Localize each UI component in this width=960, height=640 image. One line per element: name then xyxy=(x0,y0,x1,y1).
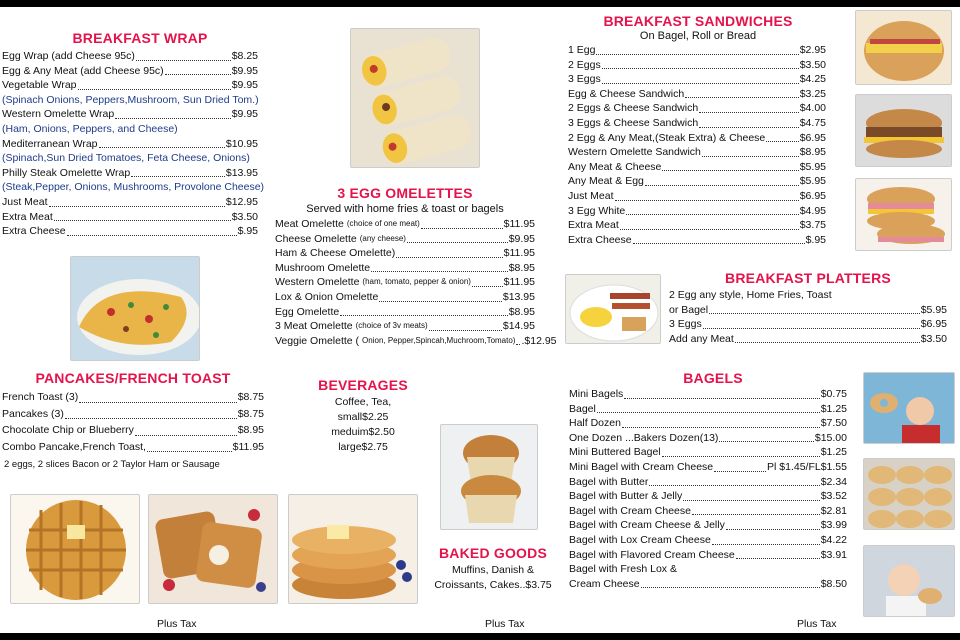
menu-item-price: $8.50 xyxy=(820,577,847,590)
text-line: Muffins, Danish & xyxy=(451,564,535,576)
platters-section xyxy=(669,270,947,346)
menu-item xyxy=(2,166,258,181)
menu-item-price: $8.95 xyxy=(799,146,826,159)
omelettes-subtitle: Served with home fries & toast or bagels xyxy=(306,203,504,215)
menu-item xyxy=(568,87,826,102)
menu-item-name: Chocolate Chip or Blueberry xyxy=(2,424,134,436)
menu-item xyxy=(568,101,826,116)
menu-item-name: Mini Bagel with Cream Cheese xyxy=(569,460,714,473)
menu-item-name: Any Meat & Egg xyxy=(568,175,644,188)
dotted-leader xyxy=(147,451,232,452)
omelette-photo xyxy=(70,256,200,361)
text-line: Croissants, Cakes..$3.75 xyxy=(434,579,552,591)
menu-item xyxy=(568,233,826,248)
dotted-leader xyxy=(371,271,508,272)
menu-item xyxy=(2,439,264,456)
menu-item xyxy=(2,78,258,93)
dotted-leader xyxy=(602,83,799,84)
menu-item-name: Bagel with Cream Cheese & Jelly xyxy=(569,519,725,532)
text-line: meduim$2.50 xyxy=(331,426,395,438)
dotted-leader xyxy=(115,118,230,119)
dotted-leader xyxy=(649,485,819,486)
omelettes-title: 3 EGG OMELETTES xyxy=(337,185,473,201)
dotted-leader xyxy=(135,435,237,436)
menu-item-name: Vegetable Wrap xyxy=(2,79,77,92)
menu-item-price: $2.34 xyxy=(820,475,847,488)
menu-item xyxy=(2,422,264,439)
pancakes-note: 2 eggs, 2 slices Bacon or 2 Taylor Ham or Sausage xyxy=(4,459,220,470)
bagels-list xyxy=(569,387,847,591)
menu-item-price: $5.95 xyxy=(799,160,826,173)
menu-item xyxy=(275,246,535,261)
dotted-leader xyxy=(602,68,799,69)
menu-item xyxy=(275,261,535,276)
dotted-leader xyxy=(421,228,503,229)
menu-item xyxy=(2,406,264,423)
menu-item-name: Egg & Cheese Sandwich xyxy=(568,87,685,100)
dotted-leader xyxy=(685,97,799,98)
kid-bagel-photo xyxy=(863,372,955,444)
menu-item-detail: (any cheese) xyxy=(359,233,406,243)
menu-item-price: $3.52 xyxy=(820,490,847,503)
menu-item-price: $11.95 xyxy=(232,440,264,453)
menu-item-name: Lox & Onion Omelette xyxy=(275,290,379,303)
dotted-leader xyxy=(714,471,766,472)
menu-item xyxy=(2,64,258,79)
menu-item-price: $8.75 xyxy=(237,407,264,420)
menu-item xyxy=(568,174,826,189)
menu-item-price: $3.50 xyxy=(231,210,258,223)
bagels-section xyxy=(569,370,847,591)
pancakes-section xyxy=(2,370,264,470)
menu-item-name: 2 Eggs & Cheese Sandwich xyxy=(568,102,699,115)
menu-item-price: $0.75 xyxy=(820,388,847,400)
menu-item-price: $8.95 xyxy=(237,424,264,436)
menu-item xyxy=(569,445,847,460)
menu-item-price: $14.95 xyxy=(502,320,535,333)
breakfast-wrap-section xyxy=(2,30,265,239)
menu-item-price: $1.25 xyxy=(820,402,847,415)
menu-item-name: Bagel with Butter & Jelly xyxy=(569,490,683,503)
menu-item-name: 1 Egg xyxy=(568,44,596,56)
menu-item-price: $8.25 xyxy=(231,50,258,62)
tax-note-left: Plus Tax xyxy=(157,618,197,630)
menu-item xyxy=(569,533,847,548)
bagel-tray-photo xyxy=(863,458,955,530)
dotted-leader xyxy=(429,330,502,331)
menu-item xyxy=(568,218,826,233)
menu-item-price: $4.25 xyxy=(799,73,826,86)
menu-item xyxy=(2,49,258,64)
menu-item-note: (Ham, Onions, Peppers, and Cheese) xyxy=(2,122,178,135)
menu-item-name: 3 Egg White xyxy=(568,204,626,217)
dotted-leader xyxy=(67,235,237,236)
menu-item-name: Bagel with Lox Cream Cheese xyxy=(569,533,711,546)
menu-item-name: 3 Eggs xyxy=(669,318,702,331)
menu-item-price: $1.25 xyxy=(820,446,847,459)
menu-item xyxy=(569,402,847,417)
menu-item-name: Mini Bagels xyxy=(569,388,624,400)
menu-item xyxy=(569,518,847,533)
menu-item-price: $10.95 xyxy=(225,137,258,150)
bagels-title: BAGELS xyxy=(683,370,743,386)
menu-item xyxy=(569,504,847,519)
menu-item-price: $.95 xyxy=(805,233,826,246)
menu-item-price: .$12.95 xyxy=(521,334,557,347)
menu-item xyxy=(568,72,826,87)
menu-item-name: Combo Pancake,French Toast, xyxy=(2,440,146,453)
menu-item-name: Bagel with Flavored Cream Cheese xyxy=(569,548,735,561)
menu-item xyxy=(2,224,258,239)
dotted-leader xyxy=(620,229,799,230)
text-line: Coffee, Tea, xyxy=(334,396,392,408)
menu-item xyxy=(2,210,258,225)
menu-item xyxy=(275,217,535,232)
menu-item xyxy=(275,334,557,349)
menu-item-name: Just Meat xyxy=(2,195,48,208)
dotted-leader xyxy=(699,127,799,128)
menu-item-price: $2.95 xyxy=(799,44,826,56)
menu-item xyxy=(2,137,258,152)
menu-item-price: $11.95 xyxy=(503,247,535,260)
menu-item xyxy=(2,389,264,406)
muffin-photo xyxy=(440,424,538,530)
menu-item-price: $7.50 xyxy=(820,417,847,430)
dotted-leader xyxy=(99,147,225,148)
menu-item-name: Egg Wrap (add Cheese 95c) xyxy=(2,50,135,62)
menu-item xyxy=(569,431,847,446)
beverages-list xyxy=(308,395,418,455)
menu-item-name: 3 Meat Omelette xyxy=(275,320,353,333)
menu-item-name: 2 Eggs xyxy=(568,58,601,71)
menu-item-name: Western Omelette xyxy=(275,276,360,289)
menu-item-price: $9.95 xyxy=(231,64,258,77)
platters-title: BREAKFAST PLATTERS xyxy=(725,270,891,286)
omelettes-section xyxy=(275,185,557,348)
menu-item-name: Bagel with Fresh Lox & xyxy=(569,563,677,576)
dotted-leader xyxy=(641,587,820,588)
text-line: large$2.75 xyxy=(338,441,388,453)
menu-item-price: $9.95 xyxy=(231,79,258,92)
menu-item-price: $11.95 xyxy=(503,276,535,289)
menu-item xyxy=(669,317,947,332)
sandwiches-section xyxy=(568,13,828,247)
menu-item-name: Half Dozen xyxy=(569,417,621,430)
menu-item-price: $3.50 xyxy=(799,58,826,71)
menu-item xyxy=(569,489,847,504)
menu-item-name: 2 Egg & Any Meat,(Steak Extra) & Cheese xyxy=(568,131,766,144)
menu-item-price: Pl $1.45/FL$1.55 xyxy=(767,460,847,473)
menu-item-price: $3.25 xyxy=(799,87,826,100)
dotted-leader xyxy=(49,206,225,207)
menu-item xyxy=(669,303,947,318)
menu-item xyxy=(569,548,847,563)
menu-item-price: $6.95 xyxy=(920,318,947,331)
menu-item-price: $8.75 xyxy=(237,391,264,403)
menu-item xyxy=(569,562,847,577)
menu-item xyxy=(569,387,847,402)
menu-item-price: $15.00 xyxy=(814,431,847,444)
dotted-leader xyxy=(79,402,236,403)
dotted-leader xyxy=(719,441,813,442)
beverages-title: BEVERAGES xyxy=(318,377,408,393)
baked-goods-title: BAKED GOODS xyxy=(439,545,547,561)
menu-item-name: 3 Eggs xyxy=(568,73,601,86)
menu-item xyxy=(568,58,826,73)
dotted-leader xyxy=(65,418,237,419)
menu-item-name: Ham & Cheese Omelette) xyxy=(275,247,396,260)
dotted-leader xyxy=(131,176,225,177)
menu-item xyxy=(275,290,535,305)
dotted-leader xyxy=(626,214,799,215)
menu-item-name: Extra Cheese xyxy=(2,225,66,238)
menu-item-price: $6.95 xyxy=(799,189,826,202)
dotted-leader xyxy=(624,398,819,399)
dotted-leader xyxy=(54,220,231,221)
menu-item xyxy=(568,160,826,175)
menu-item-price: $13.95 xyxy=(225,166,258,179)
menu-item xyxy=(275,275,535,290)
menu-item xyxy=(669,332,947,347)
dotted-leader xyxy=(396,257,502,258)
beverages-section xyxy=(308,377,418,455)
menu-item xyxy=(569,475,847,490)
menu-item-price: $9.95 xyxy=(231,108,258,121)
dotted-leader xyxy=(702,156,799,157)
menu-item-price: $5.95 xyxy=(920,303,947,316)
dotted-leader xyxy=(735,342,920,343)
menu-item-name: Meat Omelette xyxy=(275,218,344,230)
menu-item xyxy=(568,131,826,146)
menu-item-price: $3.91 xyxy=(820,548,847,561)
menu-item-price: $6.95 xyxy=(799,131,826,144)
menu-item xyxy=(569,416,847,431)
pancakes-title: PANCAKES/FRENCH TOAST xyxy=(35,370,231,386)
sandwiches-title: BREAKFAST SANDWICHES xyxy=(603,13,793,29)
menu-item-price: $4.00 xyxy=(799,102,826,115)
dotted-leader xyxy=(662,456,820,457)
menu-item-name: or Bagel xyxy=(669,303,709,316)
menu-item xyxy=(568,189,826,204)
menu-item-name: Just Meat xyxy=(568,189,614,202)
dotted-leader xyxy=(726,529,820,530)
menu-item xyxy=(569,460,847,475)
tax-note-right: Plus Tax xyxy=(797,618,837,630)
menu-item-name: Western Omelette Sandwich xyxy=(568,146,701,159)
menu-item xyxy=(275,319,535,334)
menu-item xyxy=(569,577,847,592)
menu-item-name: Western Omelette Wrap xyxy=(2,108,115,121)
burger-sandwich-photo xyxy=(855,94,952,167)
dotted-leader xyxy=(597,412,820,413)
dotted-leader xyxy=(736,558,820,559)
sandwiches-subtitle: On Bagel, Roll or Bread xyxy=(639,30,757,42)
menu-item-price: $.95 xyxy=(237,225,258,238)
menu-item-name: Philly Steak Omelette Wrap xyxy=(2,166,131,179)
menu-item xyxy=(568,116,826,131)
omelettes-list xyxy=(275,217,557,348)
menu-item xyxy=(275,305,535,320)
menu-item-price: $8.95 xyxy=(508,261,535,274)
menu-item-detail: (ham, tomato, pepper & onion) xyxy=(362,277,471,287)
dotted-leader xyxy=(472,286,503,287)
menu-item-name: Mushroom Omelette xyxy=(275,261,371,274)
pancakes-list xyxy=(2,389,264,455)
dotted-leader xyxy=(692,514,820,515)
dotted-leader xyxy=(766,141,798,142)
menu-item-name: Extra Meat xyxy=(2,210,53,223)
bagel-sandwich-photo xyxy=(855,10,952,85)
baked-goods-list xyxy=(428,563,558,593)
menu-item-name: Add any Meat xyxy=(669,332,734,345)
dotted-leader xyxy=(662,170,798,171)
menu-item-detail: (choice of one meat) xyxy=(346,219,420,228)
dotted-leader xyxy=(699,112,799,113)
menu-item xyxy=(275,232,535,247)
menu-item-note: (Spinach,Sun Dried Tomatoes, Feta Cheese, Onions) xyxy=(2,152,250,165)
dotted-leader xyxy=(709,313,920,314)
menu-item xyxy=(568,145,826,160)
menu-item-name: Cheese Omelette xyxy=(275,232,357,245)
sandwiches-list xyxy=(568,43,826,247)
menu-item-name: Mini Buttered Bagel xyxy=(569,446,661,459)
menu-item-name: 3 Eggs & Cheese Sandwich xyxy=(568,116,699,129)
menu-item-price: $3.75 xyxy=(799,219,826,232)
menu-item-price: $13.95 xyxy=(502,290,535,303)
dotted-leader xyxy=(712,544,820,545)
menu-item xyxy=(568,43,826,58)
dotted-leader xyxy=(516,344,520,345)
baked-goods-section xyxy=(428,545,558,593)
breakfast-wrap-title: BREAKFAST WRAP xyxy=(72,30,208,46)
menu-item-name: Extra Cheese xyxy=(568,233,632,246)
menu-item-price: $9.95 xyxy=(508,232,535,245)
tax-note-center: Plus Tax xyxy=(485,618,525,630)
menu-item-price: $3.50 xyxy=(920,332,947,345)
menu-item-price: $2.81 xyxy=(820,504,847,517)
menu-item-price: $5.95 xyxy=(799,175,826,188)
menu-item-price: $4.22 xyxy=(820,533,847,546)
menu-item xyxy=(2,107,258,122)
menu-item-price: $4.75 xyxy=(799,116,826,129)
dotted-leader xyxy=(340,315,508,316)
menu-item-name: Egg & Any Meat (add Cheese 95c) xyxy=(2,64,164,77)
dotted-leader xyxy=(703,328,920,329)
menu-item-note: (Steak,Pepper, Onions, Mushrooms, Provolone Cheese) xyxy=(2,181,265,194)
baby-bagel-photo xyxy=(863,545,955,617)
dotted-leader xyxy=(78,89,231,90)
menu-item-name: One Dozen ...Bakers Dozen(13) xyxy=(569,431,719,444)
menu-item-name: Mediterranean Wrap xyxy=(2,137,98,150)
french-toast-photo xyxy=(148,494,278,604)
menu-item-price: $4.95 xyxy=(799,204,826,217)
menu-item-name: Bagel with Cream Cheese xyxy=(569,504,691,517)
menu-item-name: Extra Meat xyxy=(568,219,619,232)
platters-list xyxy=(669,303,947,347)
dotted-leader xyxy=(379,301,502,302)
platters-line: 2 Egg any style, Home Fries, Toast xyxy=(669,289,832,301)
menu-item-price: $3.99 xyxy=(820,519,847,532)
dotted-leader xyxy=(596,54,798,55)
menu-item-name: Cream Cheese xyxy=(569,577,640,590)
menu-item-price: $12.95 xyxy=(225,195,258,208)
menu-item-note: (Spinach Onions, Peppers,Mushroom, Sun Dried Tom.) xyxy=(2,93,259,106)
menu-item-name: Egg Omelette xyxy=(275,305,340,318)
breakfast-wrap-list xyxy=(2,49,265,239)
dotted-leader xyxy=(622,427,820,428)
menu-item-detail: Onion, Pepper,Spincah,Muchroom,Tomato) xyxy=(362,335,516,345)
dotted-leader xyxy=(645,185,799,186)
text-line: small$2.25 xyxy=(337,411,389,423)
top-border xyxy=(0,0,960,7)
menu-item-name: Veggie Omelette ( xyxy=(275,334,360,347)
menu-item-price: $11.95 xyxy=(503,218,535,230)
ham-egg-sandwich-photo xyxy=(855,178,952,251)
menu-item-price: $8.95 xyxy=(508,305,535,318)
platter-photo xyxy=(565,274,661,344)
dotted-leader xyxy=(407,242,508,243)
menu-item xyxy=(2,195,258,210)
menu-item xyxy=(568,204,826,219)
menu-item-detail: (choice of 3v meats) xyxy=(355,321,428,331)
menu-item-name: French Toast (3) xyxy=(2,391,79,403)
dotted-leader xyxy=(136,60,231,61)
menu-item-name: Bagel with Butter xyxy=(569,475,649,488)
dotted-leader xyxy=(615,200,799,201)
menu-item-name: Any Meat & Cheese xyxy=(568,160,662,173)
dotted-leader xyxy=(633,243,805,244)
burrito-photo xyxy=(350,28,480,168)
pancake-stack-photo xyxy=(288,494,418,604)
waffle-photo xyxy=(10,494,140,604)
bottom-border xyxy=(0,633,960,640)
menu-item-name: Bagel xyxy=(569,402,596,415)
dotted-leader xyxy=(165,74,231,75)
menu-item-name: Pancakes (3) xyxy=(2,407,64,420)
dotted-leader xyxy=(683,500,820,501)
